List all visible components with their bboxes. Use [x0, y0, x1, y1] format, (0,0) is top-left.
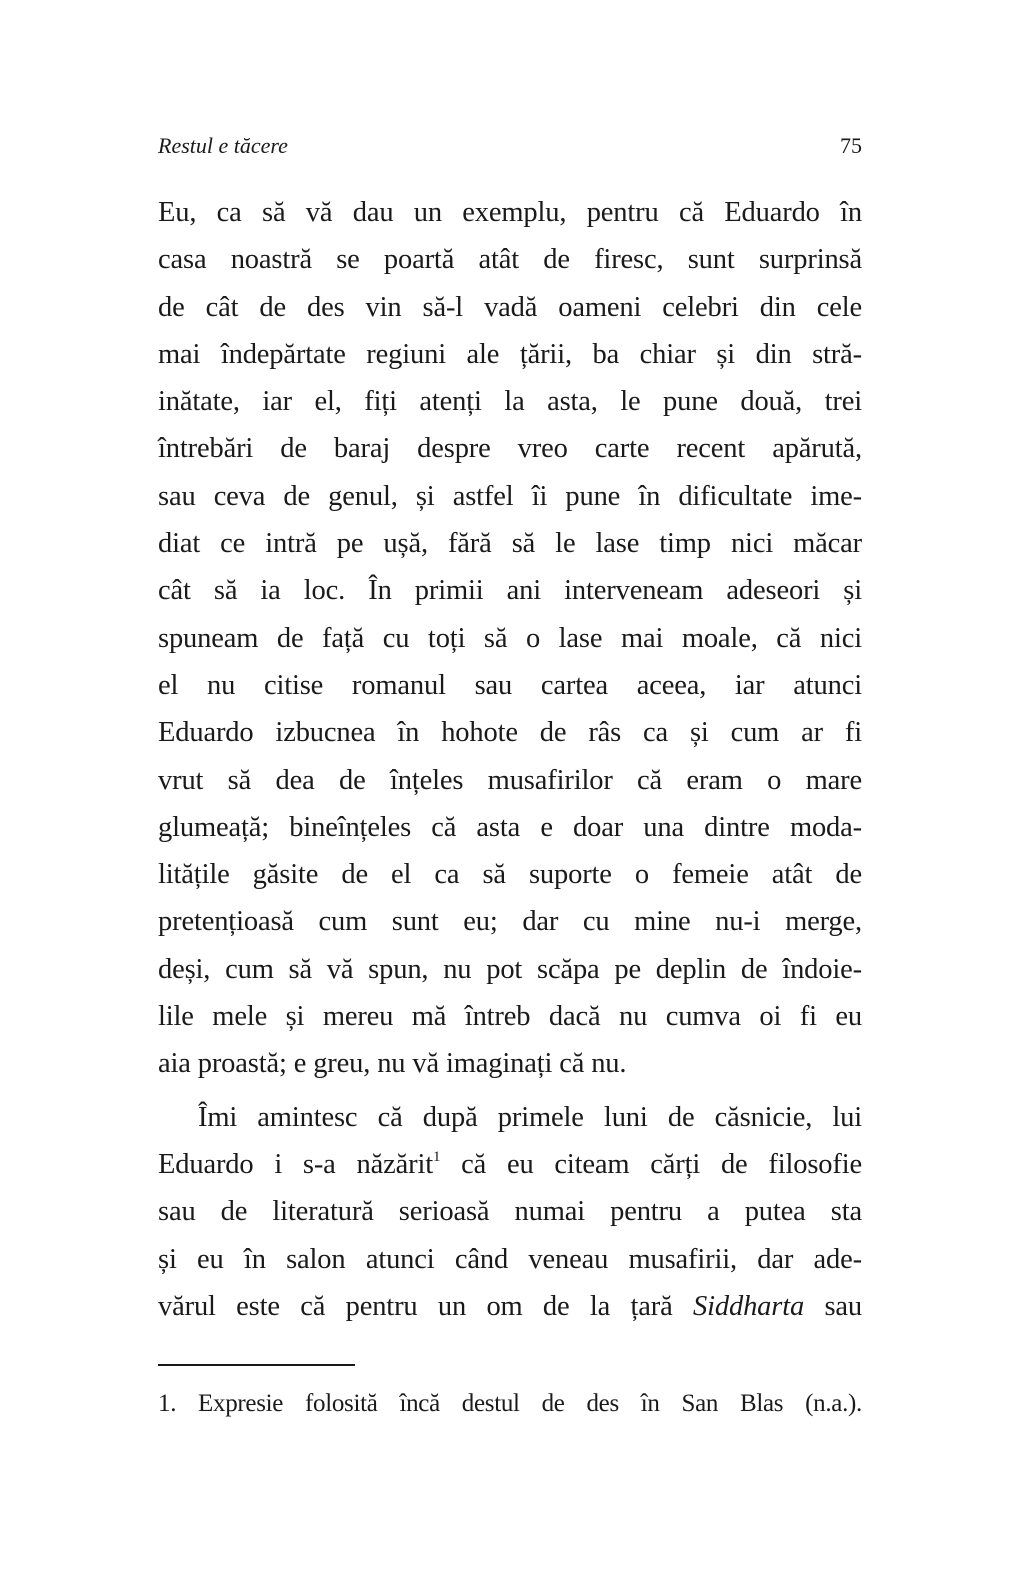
text-line: el nu citise romanul sau cartea aceea, iar atunci	[158, 669, 862, 701]
text-span: sau	[804, 1290, 862, 1322]
text-line: sau ceva de genul, și astfel îi pune în dificultate ime-	[158, 480, 862, 512]
footnote-rule	[158, 1364, 355, 1366]
text-span: vărul este că pentru un om de la țară	[158, 1290, 693, 1322]
text-line: aia proastă; e greu, nu vă imaginați că nu.	[158, 1048, 627, 1080]
text-span: Eduardo i s-a năzărit	[158, 1148, 433, 1180]
text-line: litățile găsite de el ca să suporte o femeie atât de	[158, 859, 862, 891]
text-line: cât să ia loc. În primii ani interveneam adeseori și	[158, 575, 862, 607]
text-line: deși, cum să vă spun, nu pot scăpa pe deplin de îndoie-	[158, 953, 862, 985]
text-line: diat ce intră pe ușă, fără să le lase timp nici măcar	[158, 528, 862, 560]
text-line: de cât de des vin să-l vadă oameni celebri din cele	[158, 291, 862, 323]
text-line: Îmi amintesc că după primele luni de căsnicie, lui	[198, 1101, 862, 1133]
text-line: lile mele și mereu mă întreb dacă nu cumva oi fi eu	[158, 1001, 862, 1033]
text-line: inătate, iar el, fiți atenți la asta, le pune două, trei	[158, 386, 862, 418]
body-text	[158, 189, 862, 1330]
text-line: pretențioasă cum sunt eu; dar cu mine nu-i merge,	[158, 906, 862, 938]
text-line: întrebări de baraj despre vreo carte recent apărută,	[158, 433, 862, 465]
text-line	[158, 1141, 862, 1188]
text-line: mai îndepărtate regiuni ale țării, ba chiar și din stră-	[158, 338, 862, 370]
text-line	[158, 1283, 862, 1330]
footnote: 1. Expresie folosită încă destul de des în San Blas (n.a.).	[158, 1390, 862, 1417]
paragraph-2	[158, 1094, 862, 1330]
footnote-reference: 1	[432, 1148, 441, 1165]
text-line: Eduardo izbucnea în hohote de râs ca și cum ar fi	[158, 717, 862, 749]
page-number: 75	[840, 133, 862, 158]
paragraph-1	[158, 189, 862, 1088]
text-line: casa noastră se poartă atât de firesc, sunt surprinsă	[158, 244, 862, 276]
running-head-title: Restul e tăcere	[158, 133, 288, 158]
text-line: Eu, ca să vă dau un exemplu, pentru că Eduardo în	[158, 197, 862, 228]
running-head	[158, 133, 862, 163]
text-line: spuneam de față cu toți să o lase mai moale, că nici	[158, 622, 862, 654]
book-title: Siddharta	[693, 1290, 805, 1322]
text-line: și eu în salon atunci când veneau musafirii, dar ade-	[158, 1243, 862, 1275]
text-span: că eu citeam cărți de filosofie	[440, 1148, 863, 1180]
text-line: sau de literatură serioasă numai pentru a putea sta	[158, 1196, 862, 1228]
text-line: vrut să dea de înțeles musafirilor că eram o mare	[158, 764, 862, 796]
text-line: glumeață; bineînțeles că asta e doar una dintre moda-	[158, 811, 862, 843]
